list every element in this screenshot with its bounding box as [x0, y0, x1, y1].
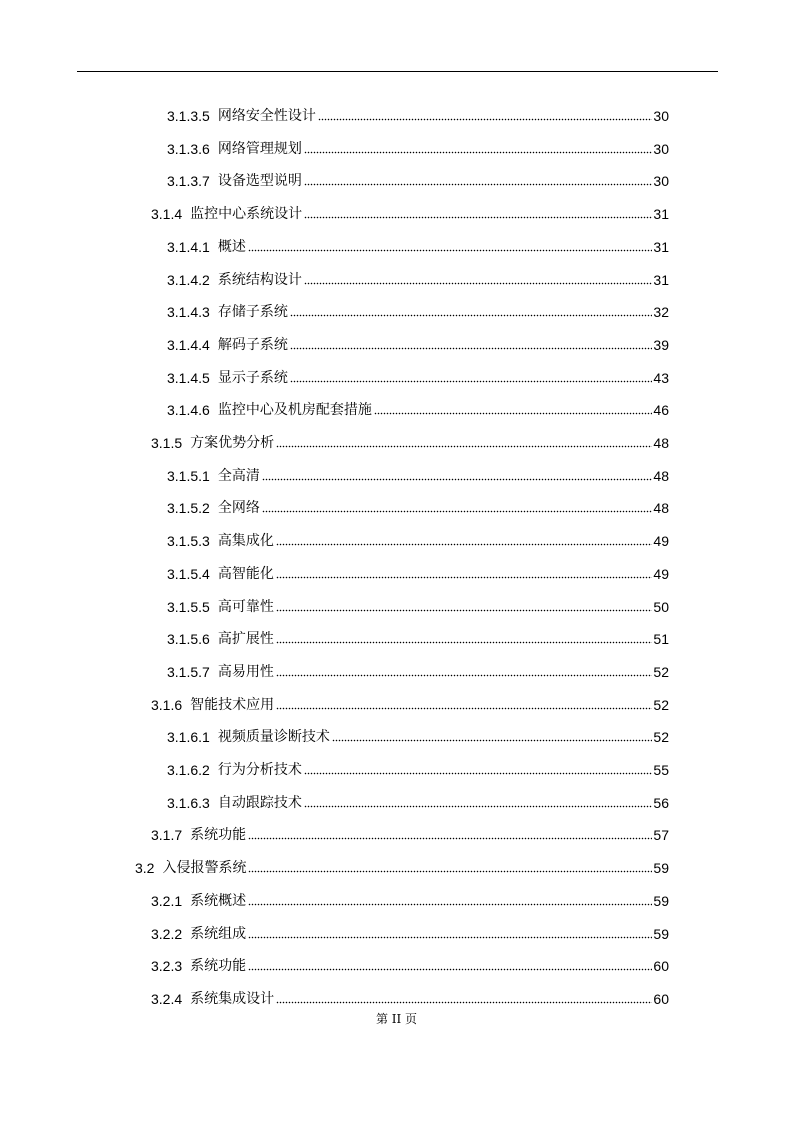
toc-dot-leader: [262, 478, 653, 481]
toc-dot-leader: [304, 183, 653, 186]
toc-entry-title: 高可靠性: [217, 598, 274, 615]
toc-entry-page: 48: [653, 500, 669, 517]
toc-entry-page: 39: [653, 336, 669, 353]
toc-entry-number: 3.1.4.5: [167, 369, 210, 386]
toc-dot-leader: [248, 936, 652, 939]
toc-entry[interactable]: [151, 881, 669, 909]
toc-entry-number: 3.1.5.4: [167, 565, 210, 582]
toc-dot-leader: [248, 903, 652, 906]
toc-dot-leader: [276, 543, 653, 546]
toc-entry-number: 3.1.4.4: [167, 336, 210, 353]
toc-dot-leader: [248, 837, 652, 840]
toc-entry-title: 高智能化: [217, 565, 274, 582]
toc-entry-number: 3.1.5.2: [167, 500, 210, 517]
toc-entry[interactable]: [167, 750, 669, 778]
toc-entry-title: 设备选型说明: [217, 173, 302, 190]
toc-entry-page: 48: [653, 435, 669, 451]
toc-entry-number: 3.1.3.5: [167, 108, 210, 124]
toc-entry-title: 网络管理规划: [217, 140, 302, 157]
toc-entry-number: 3.2.2: [151, 925, 183, 942]
toc-entry-number: 3.1.6.1: [167, 729, 210, 746]
toc-entry-number: 3.1.3.7: [167, 173, 210, 190]
toc-entry-page: 50: [653, 598, 669, 615]
toc-entry-number: 3.1.4.6: [167, 402, 210, 419]
toc-dot-leader: [276, 641, 653, 644]
toc-dot-leader: [262, 510, 653, 513]
toc-entry[interactable]: [151, 685, 669, 713]
toc-entry-page: 31: [653, 206, 669, 223]
toc-entry-title: 入侵报警系统: [162, 860, 247, 877]
toc-entry-title: 高集成化: [217, 533, 274, 550]
toc-entry[interactable]: [151, 979, 669, 1007]
toc-entry-number: 3.1.6.2: [167, 762, 210, 778]
toc-entry-page: 52: [653, 729, 669, 746]
toc-entry[interactable]: [167, 390, 669, 418]
toc-entry-number: 3.1.3.6: [167, 140, 210, 157]
toc-entry[interactable]: [167, 358, 669, 386]
toc-entry-number: 3.1.7: [151, 827, 183, 844]
toc-entry-title: 概述: [217, 238, 246, 255]
toc-entry[interactable]: [167, 717, 669, 745]
toc-entry-page: 59: [653, 860, 669, 877]
toc-entry-page: 52: [653, 696, 669, 713]
toc-entry-title: 系统功能: [190, 958, 247, 975]
toc-entry[interactable]: [167, 554, 669, 582]
toc-entry-number: 3.1.5: [151, 435, 183, 451]
toc-dot-leader: [304, 805, 653, 808]
toc-entry[interactable]: [151, 194, 669, 222]
toc-entry-title: 智能技术应用: [190, 696, 275, 713]
toc-entry[interactable]: [167, 488, 669, 516]
toc-entry-page: 48: [653, 467, 669, 484]
toc-entry-page: 43: [653, 369, 669, 386]
toc-dot-leader: [248, 870, 652, 873]
toc-entry[interactable]: [167, 325, 669, 353]
toc-entry-page: 59: [653, 925, 669, 942]
toc-dot-leader: [374, 412, 653, 415]
toc-entry-page: 49: [653, 533, 669, 550]
toc-entry-number: 3.1.5.3: [167, 533, 210, 550]
toc-dot-leader: [304, 216, 652, 219]
toc-entry-number: 3.2.1: [151, 892, 183, 909]
toc-entry[interactable]: [151, 815, 669, 843]
toc-entry-number: 3.1.6: [151, 696, 183, 713]
toc-entry-title: 全高清: [217, 467, 260, 484]
toc-entry-title: 解码子系统: [217, 336, 288, 353]
toc-entry-number: 3.1.4.2: [167, 271, 210, 288]
toc-entry-title: 方案优势分析: [190, 435, 275, 451]
toc-entry-number: 3.2.4: [151, 990, 183, 1007]
toc-dot-leader: [276, 1001, 652, 1004]
toc-entry-title: 监控中心及机房配套措施: [217, 402, 372, 419]
toc-entry-page: 31: [653, 271, 669, 288]
toc-entry[interactable]: [167, 783, 669, 811]
toc-dot-leader: [276, 576, 653, 579]
toc-entry-page: 30: [653, 140, 669, 157]
toc-entry-title: 网络安全性设计: [217, 108, 316, 124]
toc-entry-page: 46: [653, 402, 669, 419]
toc-entry-number: 3.2.3: [151, 958, 183, 975]
toc-entry-title: 显示子系统: [217, 369, 288, 386]
toc-dot-leader: [276, 674, 653, 677]
toc-entry-title: 系统结构设计: [217, 271, 302, 288]
toc-entry-page: 30: [653, 108, 669, 124]
toc-entry[interactable]: [167, 129, 669, 157]
toc-entry-title: 全网络: [217, 500, 260, 517]
toc-entry-number: 3.1.4.3: [167, 304, 210, 321]
toc-entry-page: 59: [653, 892, 669, 909]
page-footer: 第 II 页: [375, 1012, 418, 1026]
toc-entry-page: 60: [653, 958, 669, 975]
toc-dot-leader: [276, 707, 652, 710]
toc-entry-page: 57: [653, 827, 669, 844]
toc-entry-page: 32: [653, 304, 669, 321]
toc-dot-leader: [304, 772, 653, 775]
toc-entry[interactable]: [167, 292, 669, 320]
toc-entry[interactable]: [167, 96, 669, 124]
toc-entry-title: 系统集成设计: [190, 990, 275, 1007]
toc-entry-page: 56: [653, 794, 669, 811]
toc-entry-number: 3.1.5.6: [167, 631, 210, 648]
toc-dot-leader: [304, 151, 653, 154]
toc-entry[interactable]: [167, 260, 669, 288]
toc-entry[interactable]: [151, 914, 669, 942]
toc-entry-number: 3.1.5.5: [167, 598, 210, 615]
toc-entry-title: 存储子系统: [217, 304, 288, 321]
toc-entry[interactable]: [151, 946, 669, 974]
toc-dot-leader: [290, 314, 653, 317]
toc-entry[interactable]: [167, 227, 669, 255]
toc-entry-number: 3.1.5.7: [167, 663, 210, 680]
toc-entry-title: 视频质量诊断技术: [217, 729, 330, 746]
toc-entry-page: 52: [653, 663, 669, 680]
toc-entry-title: 自动跟踪技术: [217, 794, 302, 811]
toc-entry-title: 高易用性: [217, 663, 274, 680]
toc-dot-leader: [248, 249, 653, 252]
toc-dot-leader: [318, 118, 653, 121]
toc-entry-title: 系统组成: [190, 925, 247, 942]
toc-entry[interactable]: [167, 587, 669, 615]
toc-entry-title: 行为分析技术: [217, 762, 302, 778]
toc-entry[interactable]: [167, 161, 669, 189]
toc-dot-leader: [304, 282, 653, 285]
toc-entry-number: 3.1.4: [151, 206, 183, 223]
toc-entry[interactable]: [167, 456, 669, 484]
toc-dot-leader: [276, 445, 652, 448]
toc-entry-title: 系统功能: [190, 827, 247, 844]
toc-dot-leader: [332, 739, 653, 742]
toc-entry-number: 3.1.5.1: [167, 467, 210, 484]
toc-dot-leader: [276, 609, 653, 612]
toc-entry[interactable]: [151, 423, 669, 451]
toc-entry[interactable]: [167, 652, 669, 680]
toc-entry-number: 3.1.6.3: [167, 794, 210, 811]
toc-dot-leader: [290, 347, 653, 350]
toc-entry[interactable]: [135, 848, 669, 876]
toc-dot-leader: [290, 380, 653, 383]
toc-entry-number: 3.1.4.1: [167, 238, 210, 255]
header-rule: [77, 71, 718, 72]
toc-entry-page: 55: [653, 762, 669, 778]
toc-entry-page: 51: [653, 631, 669, 648]
toc-entry[interactable]: [167, 619, 669, 647]
toc-entry-title: 高扩展性: [217, 631, 274, 648]
toc-entry-page: 49: [653, 565, 669, 582]
toc-entry[interactable]: [167, 521, 669, 549]
toc-entry-page: 30: [653, 173, 669, 190]
toc-dot-leader: [248, 968, 652, 971]
toc-entry-number: 3.2: [135, 860, 155, 877]
toc-entry-title: 系统概述: [190, 892, 247, 909]
toc-entry-page: 60: [653, 990, 669, 1007]
toc-entry-page: 31: [653, 238, 669, 255]
toc-entry-title: 监控中心系统设计: [190, 206, 303, 223]
